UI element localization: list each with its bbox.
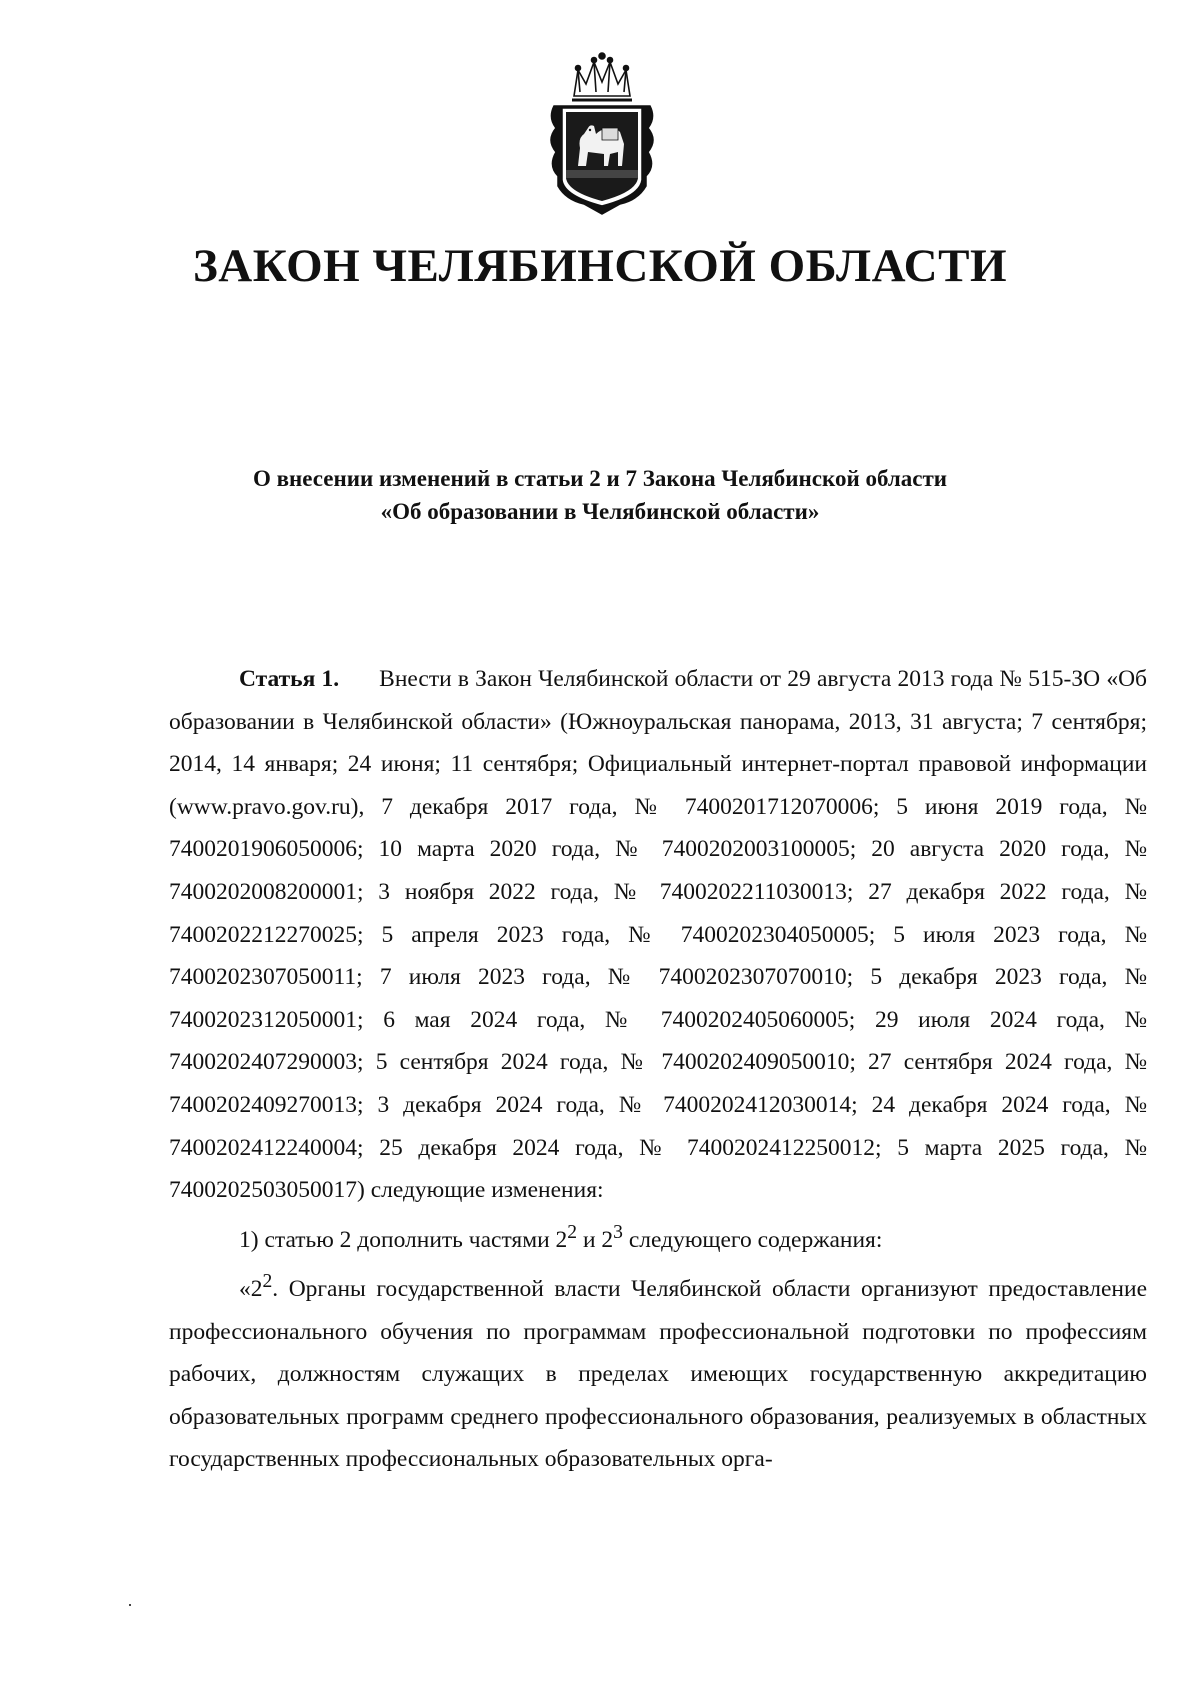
quoted-part-superscript: 2 [262,1271,273,1293]
shield-frame-icon [551,106,653,214]
item-1-superscript-2: 3 [613,1221,623,1243]
item-1-superscript-1: 2 [567,1221,578,1243]
subject-line-1: О внесении изменений в статьи 2 и 7 Закона Челябинской области [252,466,948,491]
article-1-label: Статья 1. [239,666,340,692]
article-1-item-1 [169,1212,1147,1261]
quoted-part-number: «2 [239,1275,263,1302]
item-1-text-suffix: следующего содержания: [622,1226,883,1253]
article-1-intro-text: Внести в Закон Челябинской области от 29 августа 2013 года № 515-ЗО «Об образовании в Челябинской области» (Южноуральская панорама, 2013, 31 августа; 7 сентября; 2014, 14 января; 24 июня; 11 сентября; Официальный интернет-портал правовой информации (www.pravo.gov.ru), 7 декабря 2017 года, № 7400201712070006; 5 июня 2019 года, № 7400201906050006; 10 марта 2020 года, № 7400202003100005; 20 августа 2020 года, № 7400202008200001; 3 ноября 2022 года, № 7400202211030013; 27 декабря 2022 года, № 7400202212270025; 5 апреля 2023 года, № 7400202304050005; 5 июля 2023 года, № 7400202307050011; 7 июля 2023 года, № 7400202307070010; 5 декабря 2023 года, № 7400202312050001; 6 мая 2024 года, № 7400202405060005; 29 июля 2024 года, № 7400202407290003; 5 сентября 2024 года, № 7400202409050010; 27 сентября 2024 года, № 7400202409270013; 3 декабря 2024 года, № 7400202412030014; 24 декабря 2024 года, № 7400202412240004; 25 декабря 2024 года, № 7400202412250012; 5 марта 2025 года, № 7400202503050017) следующие изменения: [169,666,1147,1204]
quoted-part-text: . Органы государственной власти Челябинской области организуют предоставление профессионального обучения по программам профессиональной подготовки по профессиям рабочих, должностям служащих в пределах имеющих государственную аккредитацию образовательных программ среднего профессионального образования, реализуемых в областных государственных профессиональных образовательных орга- [169,1275,1147,1473]
law-body [169,658,1147,1481]
law-title: ЗАКОН ЧЕЛЯБИНСКОЙ ОБЛАСТИ [192,240,1008,292]
item-1-text-middle: и 2 [577,1226,614,1253]
quoted-part-2-2 [169,1261,1147,1481]
chelyabinsk-coat-of-arms-icon [544,48,660,220]
law-subject-heading [0,462,1200,528]
scan-speck [129,1604,131,1606]
item-1-text-prefix: 1) статью 2 дополнить частями 2 [239,1226,568,1253]
article-1-paragraph [169,658,1147,1212]
coat-of-arms-emblem [544,48,660,220]
crown-icon [572,53,632,100]
subject-line-2: «Об образовании в Челябинской области» [380,499,820,524]
